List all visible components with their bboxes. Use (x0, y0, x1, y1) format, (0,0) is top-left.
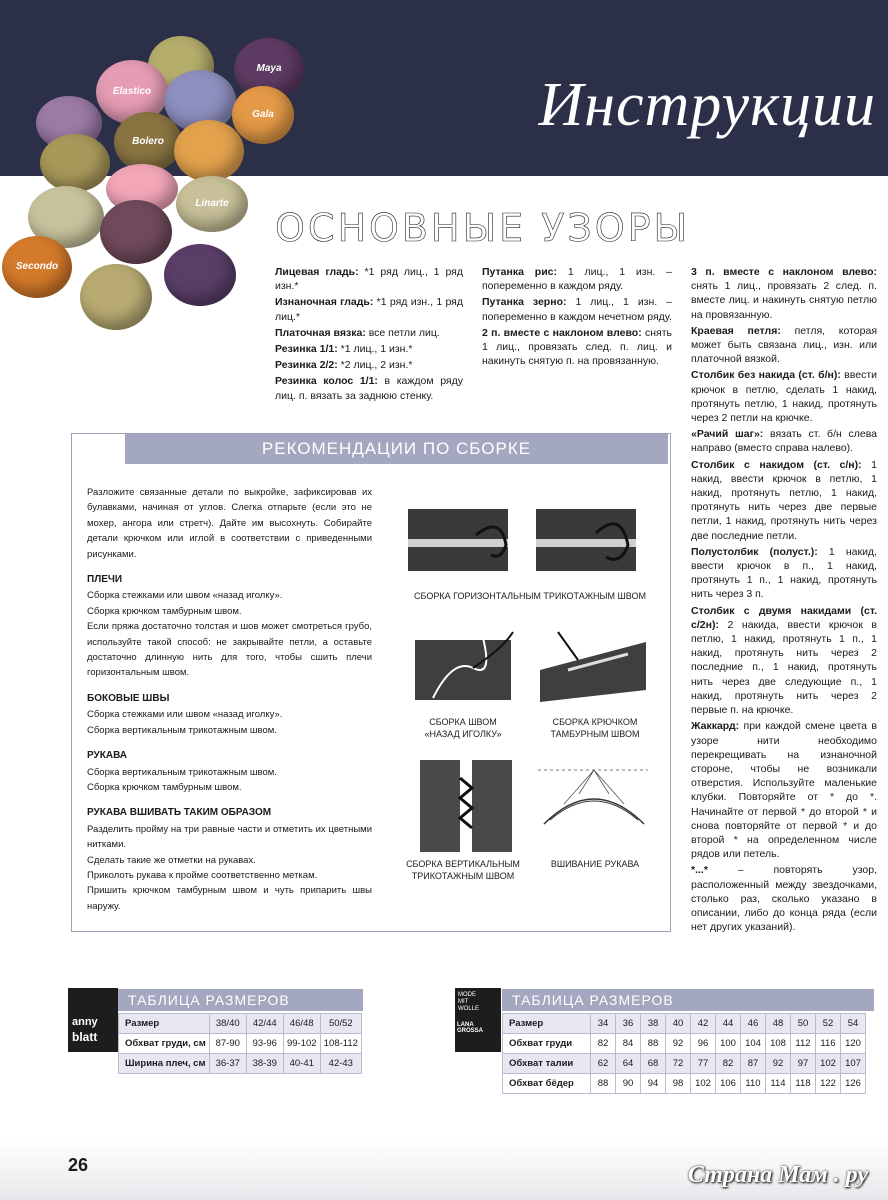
table-cell: 77 (691, 1054, 716, 1074)
pattern-term: «Рачий шаг»: (691, 428, 764, 441)
pattern-description: все петли лиц. (365, 326, 440, 339)
pattern-definition (691, 427, 877, 455)
table-cell: 50/52 (320, 1014, 361, 1034)
table-cell: 114 (766, 1074, 791, 1094)
patterns-column-3 (691, 265, 877, 936)
table-row (503, 1054, 866, 1074)
yarn-ball: Gala (232, 86, 294, 144)
pattern-term: Жаккард: (691, 720, 740, 733)
table-cell: 38 (641, 1014, 666, 1034)
page-number: 26 (68, 1155, 89, 1175)
caption-sleeve-setting: ВШИВАНИЕ РУКАВА (550, 859, 640, 869)
pattern-definition (691, 604, 877, 718)
recommendation-line: Сборка вертикальным трикотажным швом. (87, 724, 277, 736)
table-cell: 102 (691, 1074, 716, 1094)
pattern-term: 3 п. вместе с наклоном влево: (691, 266, 877, 278)
yarn-ball: Maya (234, 38, 304, 100)
patterns-column-2 (482, 265, 672, 370)
recommendation-heading: РУКАВА ВШИВАТЬ ТАКИМ ОБРАЗОМ (87, 807, 272, 819)
table-row (503, 1074, 866, 1094)
yarn-ball: Bolero (114, 112, 182, 172)
pattern-definition (482, 326, 672, 369)
recommendations-title: РЕКОМЕНДАЦИИ ПО СБОРКЕ (261, 439, 532, 458)
table-row (503, 1014, 866, 1034)
table-cell: 36-37 (209, 1054, 246, 1074)
pattern-description: *1 лиц., 1 изн.* (337, 343, 413, 356)
pattern-term: Резинка 1/1: (275, 343, 338, 356)
recommendations-header (125, 434, 668, 464)
table-cell: 64 (616, 1054, 641, 1074)
table-cell: 50 (791, 1014, 816, 1034)
crochet-seam-illustration (538, 630, 650, 706)
table-cell: 36 (616, 1014, 641, 1034)
pattern-term: Лицевая гладь: (275, 266, 359, 278)
pattern-definition (275, 326, 463, 340)
horizontal-seam-svg (406, 505, 651, 585)
table-cell: 42/44 (246, 1014, 283, 1034)
horizontal-seam-illustration (406, 505, 651, 585)
yarn-ball: Linarte (176, 176, 248, 232)
pattern-definition (691, 719, 877, 861)
site-watermark: Страна Мам . ру (687, 1162, 868, 1188)
pattern-definition (482, 265, 672, 293)
pattern-term: Путанка зерно: (482, 296, 567, 309)
table-cell: 118 (791, 1074, 816, 1094)
pattern-description: ввести крючок в петлю, сделать 1 накид, протянуть петлю, 1 накид, протянуть через 2 петли на крючке. (691, 369, 877, 425)
table-cell: 104 (741, 1034, 766, 1054)
pattern-description: *2 лиц., 2 изн.* (337, 359, 413, 372)
table-cell: 68 (641, 1054, 666, 1074)
recommendation-line: Сборка крючком тамбурным швом. (87, 781, 242, 793)
table-row (119, 1034, 362, 1054)
row-header: Обхват талии (503, 1054, 591, 1074)
recommendation-line: Если пряжа достаточно толстая и шов может смотреться грубо, используйте такой способ: не закрывайте петли, а оставьте достаточно длинную нить для того, чтобы сшить плечи горизонтальным швом. (87, 621, 372, 679)
pattern-description: 1 лиц., 1 изн. – попеременно в каждом ряду. (482, 266, 673, 293)
table-cell: 48 (766, 1014, 791, 1034)
yarn-ball: Elastico (96, 60, 168, 124)
pattern-definition (275, 342, 463, 356)
pattern-definition (691, 545, 877, 602)
recommendation-line: Разделить пройму на три равные части и отметить их цветными нитками. (87, 823, 372, 851)
table-cell: 112 (791, 1034, 816, 1054)
pattern-description: снять 1 лиц., провязать след. п. лиц. и накинуть снятую п. на провязанную. (482, 326, 672, 368)
table-cell: 44 (716, 1014, 741, 1034)
pattern-description: вязать ст. б/н слева направо (вместо справа налево). (691, 428, 877, 455)
table-cell: 84 (616, 1034, 641, 1054)
pattern-term: Путанка рис: (482, 266, 557, 278)
section-title: ОСНОВНЫЕ УЗОРЫ (275, 206, 691, 250)
size-table-1-header (118, 989, 363, 1011)
table-cell: 52 (816, 1014, 841, 1034)
pattern-definition (275, 358, 463, 372)
size-table-2 (502, 1013, 866, 1094)
recommendation-line: Сделать такие же отметки на рукавах. (87, 854, 256, 866)
table-cell: 87 (741, 1054, 766, 1074)
table-cell: 82 (716, 1054, 741, 1074)
vertical-seam-svg (416, 758, 516, 854)
pattern-description: 2 накида, ввести крючок в петлю, 1 накид, протянуть 1 п., 1 накид, протянуть нить через 2 последние п., 1 накид, протянуть нить через две следующие п., 1 накид, протянуть нить через 2 первые п. на крючке. (691, 618, 877, 717)
table-cell: 87-90 (209, 1034, 246, 1054)
recommendations-intro: Разложите связанные детали по выкройке, зафиксировав их булавками, начиная от углов. Слегка отпарьте (если это не мохер, ангора или стретч). Дайте им высохнуть. Собирайте детали крючком или иглой в соответствии с приведенными рисунками. (87, 487, 372, 560)
pattern-term: *...* (691, 864, 708, 877)
pattern-definition (691, 324, 877, 367)
table-cell: 110 (741, 1074, 766, 1094)
table-cell: 92 (766, 1054, 791, 1074)
pattern-description: снять 1 лиц., провязать 2 след. п. вместе лиц. и накинуть снятую петлю на провязанную. (691, 280, 877, 321)
pattern-description: при каждой смене цвета в узоре нити необходимо перекрещивать на изнаночной стороне, чтобы не возникали отверстия. Используйте маленькие клубки. Повторяйте от * до *. Начинайте от первой * до второй * и снова повторяйте от первой * и до второй * на определенном числе рядов или петель. (691, 720, 877, 861)
caption-crochet-seam: СБОРКА КРЮЧКОМ ТАМБУРНЫМ ШВОМ (550, 717, 640, 739)
table-cell: 82 (591, 1034, 616, 1054)
banner-title: Инструкции (538, 71, 876, 139)
yarn-ball: Secondo (2, 236, 72, 298)
pattern-definition (482, 295, 672, 323)
pattern-description: в каждом ряду лиц. п. вязать за заднюю стенку. (275, 375, 463, 402)
pattern-term: 2 п. вместе с наклоном влево: (482, 326, 642, 339)
table-cell: 62 (591, 1054, 616, 1074)
table-cell: 92 (666, 1034, 691, 1054)
pattern-term: Платочная вязка: (275, 326, 366, 339)
table-cell: 42 (691, 1014, 716, 1034)
recommendation-line: Пришить крючком тамбурным швом и чуть припарить швы наружу. (87, 885, 372, 912)
pattern-term: Резинка 2/2: (275, 359, 338, 372)
table-cell: 96 (691, 1034, 716, 1054)
table-row (503, 1034, 866, 1054)
table-cell: 100 (716, 1034, 741, 1054)
size-table-2-header (502, 989, 874, 1011)
vertical-seam-illustration (416, 758, 516, 854)
table-cell: 97 (791, 1054, 816, 1074)
table-cell: 38-39 (246, 1054, 283, 1074)
table-cell: 88 (641, 1034, 666, 1054)
recommendation-line: Сборка стежками или швом «назад иголку». (87, 709, 283, 721)
table-cell: 98 (666, 1074, 691, 1094)
table-cell: 108-112 (320, 1034, 361, 1054)
table-row (119, 1054, 362, 1074)
caption-horizontal-seam: СБОРКА ГОРИЗОНТАЛЬНЫМ ТРИКОТАЖНЫМ ШВОМ (414, 591, 646, 601)
recommendation-heading: ПЛЕЧИ (87, 574, 123, 586)
size-table-2-title: ТАБЛИЦА РАЗМЕРОВ (512, 992, 674, 1008)
table-cell: 120 (841, 1034, 866, 1054)
table-cell: 34 (591, 1014, 616, 1034)
sleeve-setting-illustration (534, 764, 652, 836)
pattern-definition (275, 374, 463, 402)
caption-vertical-seam: СБОРКА ВЕРТИКАЛЬНЫМ ТРИКОТАЖНЫМ ШВОМ (406, 859, 520, 881)
pattern-description: *1 ряд изн., 1 ряд лиц.* (275, 296, 463, 323)
table-cell: 108 (766, 1034, 791, 1054)
table-cell: 99-102 (283, 1034, 320, 1054)
size-table-1-title: ТАБЛИЦА РАЗМЕРОВ (128, 992, 290, 1008)
table-cell: 40 (666, 1014, 691, 1034)
crochet-seam-svg (538, 630, 650, 706)
pattern-term: Краевая петля: (691, 324, 781, 337)
row-header: Обхват груди (503, 1034, 591, 1054)
backstitch-illustration (413, 628, 518, 706)
pattern-term: Столбик без накида (ст. б/н): (691, 369, 841, 382)
size-table-1 (118, 1013, 362, 1074)
pattern-description: 1 лиц., 1 изн. – попеременно в каждом нечетном ряду. (482, 296, 673, 323)
pattern-definition (691, 368, 877, 425)
table-cell: 106 (716, 1074, 741, 1094)
row-header: Размер (119, 1014, 210, 1034)
recommendation-line: Сборка вертикальным трикотажным швом. (87, 766, 277, 778)
pattern-description: петля, которая может быть связана лиц., изн. или платочной вязкой. (691, 324, 877, 366)
recommendation-line: Сборка стежками или швом «назад иголку». (87, 590, 283, 602)
table-cell: 46/48 (283, 1014, 320, 1034)
table-cell: 90 (616, 1074, 641, 1094)
table-cell: 126 (841, 1074, 866, 1094)
row-header: Обхват бёдер (503, 1074, 591, 1094)
caption-backstitch: СБОРКА ШВОМ «НАЗАД ИГОЛКУ» (424, 717, 502, 739)
pattern-definition (275, 295, 463, 323)
table-cell: 88 (591, 1074, 616, 1094)
pattern-definition (691, 863, 877, 934)
recommendations-text (87, 485, 372, 914)
lana-grossa-logo: MODE MIT WOLLE LANA GROSSA (455, 988, 501, 1052)
pattern-term: Столбик с накидом (ст. с/н): (691, 458, 862, 471)
yarn-ball (164, 244, 236, 306)
table-cell: 38/40 (209, 1014, 246, 1034)
recommendation-heading: БОКОВЫЕ ШВЫ (87, 692, 170, 704)
pattern-definition (275, 265, 463, 293)
pattern-term: Столбик с двумя накидами (ст. с/2н): (691, 604, 877, 631)
table-row (119, 1014, 362, 1034)
sleeve-setting-svg (534, 764, 652, 836)
table-cell: 46 (741, 1014, 766, 1034)
recommendation-line: Приколоть рукава к пройме соответственно меткам. (87, 869, 318, 881)
pattern-term: Изнаночная гладь: (275, 296, 374, 309)
table-cell: 107 (841, 1054, 866, 1074)
table-cell: 94 (641, 1074, 666, 1094)
pattern-term: Полустолбик (полуст.): (691, 545, 818, 558)
table-cell: 102 (816, 1054, 841, 1074)
table-cell: 40-41 (283, 1054, 320, 1074)
row-header: Размер (503, 1014, 591, 1034)
recommendation-heading: РУКАВА (87, 750, 128, 762)
yarn-ball (100, 200, 172, 264)
patterns-column-1 (275, 265, 463, 405)
table-cell: 54 (841, 1014, 866, 1034)
yarn-ball (40, 134, 110, 192)
pattern-description: – повторять узор, расположенный между звездочками, столько раз, сколько указано в описании, либо до конца ряда (если нет других указаний). (691, 864, 877, 934)
anny-blatt-logo: anny blatt (68, 988, 118, 1052)
table-cell: 116 (816, 1034, 841, 1054)
table-cell: 72 (666, 1054, 691, 1074)
pattern-definition (691, 458, 877, 543)
row-header: Обхват груди, см (119, 1034, 210, 1054)
pattern-term: Резинка колос 1/1: (275, 375, 378, 388)
table-cell: 93-96 (246, 1034, 283, 1054)
pattern-description: 1 накид, ввести крючок в петлю, 1 накид, протянуть петлю, 1 накид, протянуть нить через две первые петли, 1 накид, протянуть нить через две последние петли. (691, 458, 878, 542)
row-header: Ширина плеч, см (119, 1054, 210, 1074)
table-cell: 42-43 (320, 1054, 361, 1074)
yarn-ball (174, 120, 244, 182)
backstitch-svg (413, 628, 518, 706)
pattern-description: *1 ряд лиц., 1 ряд изн.* (275, 266, 463, 293)
pattern-description: 1 накид, ввести крючок в п., 1 накид, протянуть 1 п., 1 накид, протянуть нить через 3 п. (691, 545, 877, 601)
yarn-ball (80, 264, 152, 330)
recommendation-line: Сборка крючком тамбурным швом. (87, 605, 242, 617)
table-cell: 122 (816, 1074, 841, 1094)
pattern-definition (691, 265, 877, 322)
